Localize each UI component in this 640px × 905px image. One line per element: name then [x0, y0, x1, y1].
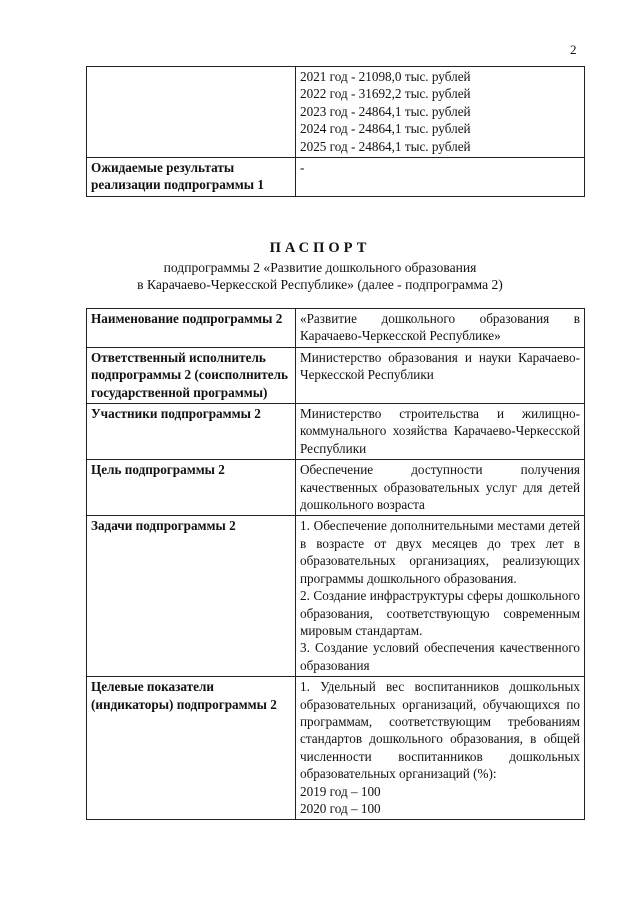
- row-label: Целевые показатели (индикаторы) подпрограммы 2: [87, 677, 296, 820]
- row-label: Цель подпрограммы 2: [87, 460, 296, 516]
- empty-label-cell: [87, 67, 296, 158]
- table-row: [87, 677, 585, 820]
- funding-line: 2024 год - 24864,1 тыс. рублей: [300, 121, 471, 137]
- row-label: Ответственный исполнитель подпрограммы 2 (соисполнитель государственной программы): [87, 347, 296, 403]
- table-row: [87, 404, 585, 460]
- page-number: 2: [570, 42, 577, 57]
- row-label: Задачи подпрограммы 2: [87, 516, 296, 677]
- row-value: [296, 460, 585, 516]
- table-row: [87, 158, 585, 197]
- row-value: [296, 677, 585, 820]
- row-value: [296, 309, 585, 348]
- funding-line: 2022 год - 31692,2 тыс. рублей: [300, 86, 471, 102]
- value-paragraph: «Развитие дошкольного образования в Карачаево-Черкесской Республике»: [300, 311, 580, 344]
- subtitle-line: в Карачаево-Черкесской Республике» (далее - подпрограмма 2): [137, 277, 503, 293]
- passport-table: [86, 308, 585, 820]
- value-paragraph: 2020 год – 100: [300, 800, 381, 816]
- table-row: [87, 516, 585, 677]
- value-paragraph: 1. Удельный вес воспитанников дошкольных образовательных организаций, обучающихся по программам, соответствующим требованиям стандартов дошкольного образования, в общей численности воспитанников дошкольных образовательных организаций (%):: [300, 679, 580, 782]
- value-paragraph: 2019 год – 100: [300, 783, 381, 799]
- expected-results-value: -: [296, 158, 585, 197]
- subtitle-line: подпрограммы 2 «Развитие дошкольного образования: [163, 260, 477, 275]
- value-paragraph: Обеспечение доступности получения качественных образовательных услуг для детей дошкольного возраста: [300, 462, 580, 513]
- table-row: [87, 347, 585, 403]
- value-paragraph: 3. Создание условий обеспечения качественного образования: [300, 640, 580, 673]
- funding-line: 2023 год - 24864,1 тыс. рублей: [300, 103, 471, 119]
- value-paragraph: 1. Обеспечение дополнительными местами детей в возрасте от двух месяцев до трех лет в образовательных организациях, реализующих программы дошкольного образования.: [300, 518, 580, 586]
- value-paragraph: Министерство строительства и жилищно-коммунального хозяйства Карачаево-Черкесской Республики: [300, 406, 580, 456]
- row-label: Участники подпрограммы 2: [87, 404, 296, 460]
- funding-values-cell: [296, 67, 585, 158]
- passport-subtitle: [0, 259, 640, 294]
- value-paragraph: 2. Создание инфраструктуры сферы дошкольного образования, соответствующую современным мировым стандартам.: [300, 588, 580, 638]
- expected-results-label: Ожидаемые результаты реализации подпрограммы 1: [87, 158, 296, 197]
- table-row: [87, 309, 585, 348]
- table-row: [87, 460, 585, 516]
- funding-line: 2025 год - 24864,1 тыс. рублей: [300, 138, 471, 154]
- funding-line: 2021 год - 21098,0 тыс. рублей: [300, 69, 471, 84]
- funding-table: [86, 66, 585, 197]
- row-value: [296, 347, 585, 403]
- row-label: Наименование подпрограммы 2: [87, 309, 296, 348]
- table-row: [87, 67, 585, 158]
- passport-title: ПАСПОРТ: [269, 240, 371, 256]
- row-value: [296, 404, 585, 460]
- value-paragraph: Министерство образования и науки Карачаево-Черкесской Республики: [300, 349, 580, 383]
- row-value: [296, 516, 585, 677]
